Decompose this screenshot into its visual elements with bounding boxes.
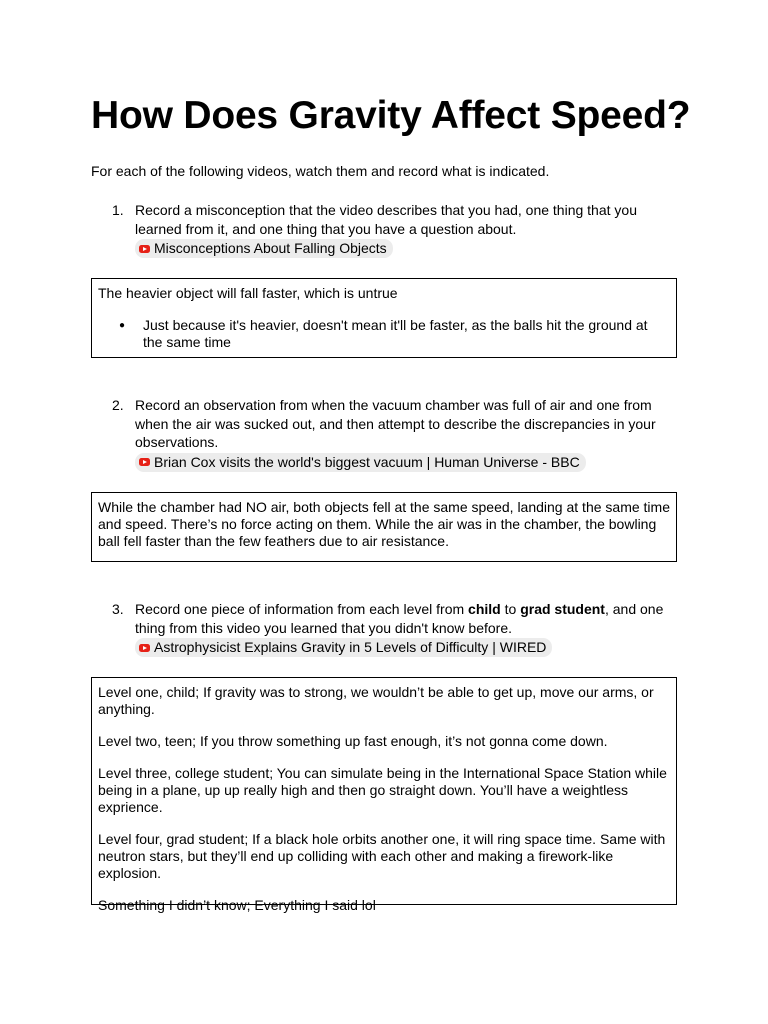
question-text: Record a misconception that the video describes that you had, one thing that you learned from it, and one thing that you have a question about. (135, 202, 637, 237)
answer-box-3[interactable] (91, 677, 677, 913)
video-link-chip[interactable] (135, 453, 586, 472)
question-number: 3. (112, 601, 124, 617)
answer-bullet-list (98, 317, 676, 351)
question-text: Record an observation from when the vacuum chamber was full of air and one from when the air was sucked out, and then attempt to describe the discrepancies in your observations. (135, 397, 656, 450)
youtube-icon (139, 458, 150, 466)
answer-box-1[interactable] (91, 278, 677, 358)
youtube-icon (139, 245, 150, 253)
video-link-label[interactable]: Astrophysicist Explains Gravity in 5 Levels of Difficulty | WIRED (154, 639, 547, 655)
question-2 (91, 396, 679, 472)
video-link-chip[interactable] (135, 638, 552, 657)
answer-paragraph: Level one, child; If gravity was to strong, we wouldn’t be able to get up, move our arms, or anything. (98, 684, 654, 717)
question-text-bold-grad-student: grad student (520, 601, 605, 617)
video-link-chip[interactable] (135, 239, 393, 258)
video-link-label[interactable]: Misconceptions About Falling Objects (154, 240, 387, 256)
question-text-end: , and one thing from this video you learned that you didn't know before. (135, 601, 664, 636)
youtube-icon (139, 644, 150, 652)
answer-paragraph: Something I didn’t know; Everything I said lol (98, 897, 376, 913)
question-1 (91, 201, 679, 258)
answer-paragraph: Level three, college student; You can simulate being in the International Space Station while being in a plane, up up really high and then go straight down. You’ll have a weightless exprience. (98, 765, 667, 815)
answer-paragraph: Level two, teen; If you throw something up fast enough, it’s not gonna come down. (98, 733, 608, 749)
answer-bullet: ● Just because it's heavier, doesn't mean it'll be faster, as the balls hit the ground at the same time (98, 317, 676, 351)
answer-text: While the chamber had NO air, both objects fell at the same speed, landing at the same time and speed. There’s no force acting on them. While the air was in the chamber, the bowling ball fell faster than the few feathers due to air resistance. (98, 499, 670, 549)
question-number: 1. (112, 202, 124, 218)
question-text-mid: to (500, 601, 521, 617)
page-title: How Does Gravity Affect Speed? (91, 94, 691, 137)
answer-line: The heavier object will fall faster, which is untrue (98, 285, 398, 301)
question-text-bold-child: child (468, 601, 501, 617)
answer-paragraph: Level four, grad student; If a black hole orbits another one, it will ring space time. Same with neutron stars, but they’ll end up colliding with each other and making a firework-like explosion. (98, 831, 666, 881)
video-link-label[interactable]: Brian Cox visits the world's biggest vacuum | Human Universe - BBC (154, 453, 580, 470)
question-number: 2. (112, 397, 124, 413)
intro-text: For each of the following videos, watch them and record what is indicated. (91, 163, 550, 179)
question-3 (91, 600, 679, 657)
question-text-start: Record one piece of information from each level from (135, 601, 469, 617)
answer-box-2[interactable] (91, 492, 677, 562)
